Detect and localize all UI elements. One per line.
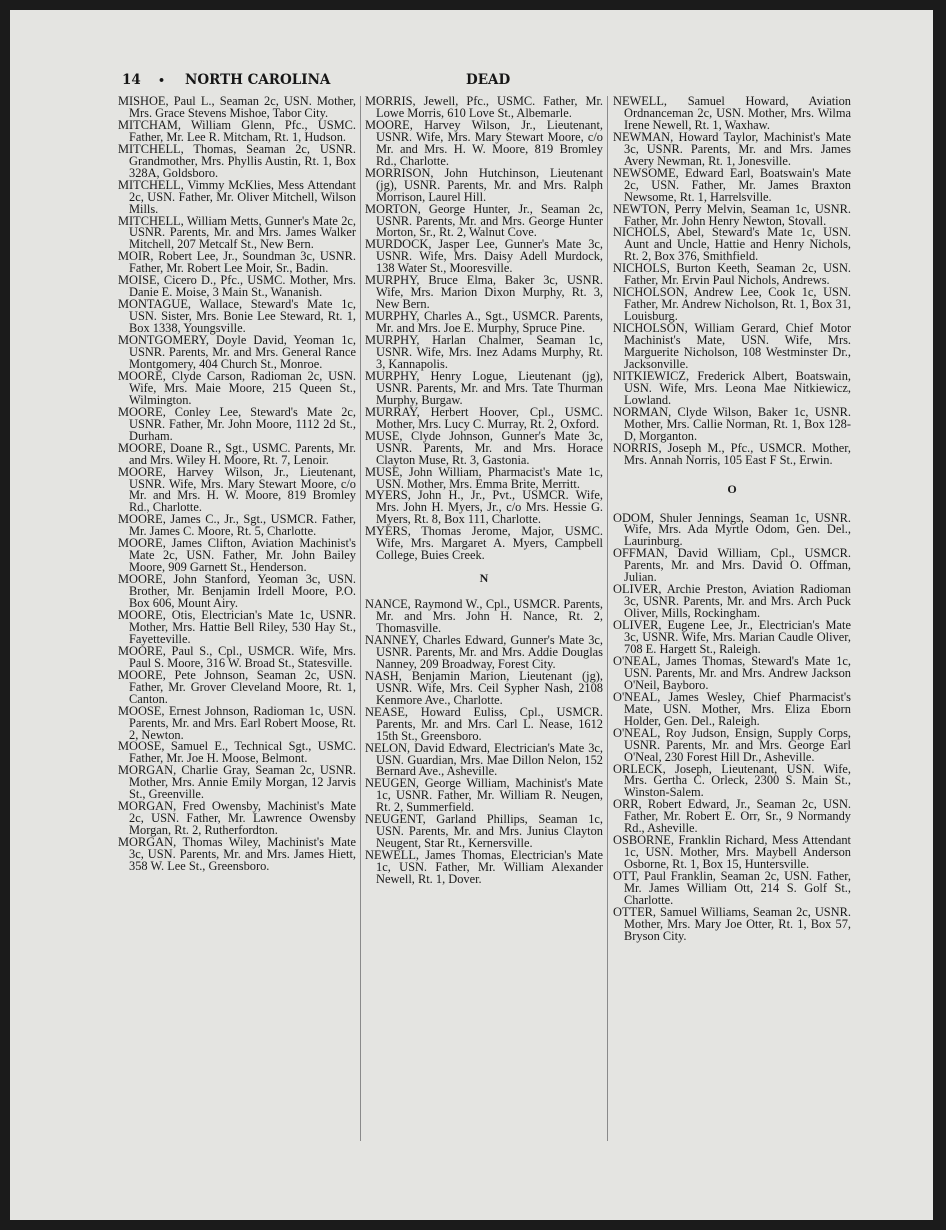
casualty-entry: OLIVER, Archie Preston, Aviation Radioman 3c, USNR. Parents, Mr. and Mrs. Arch Puck Oliver, Mills, Rockingham. <box>613 582 851 621</box>
casualty-entry: MONTGOMERY, Doyle David, Yeoman 1c, USNR. Parents, Mr. and Mrs. General Rance Montgomery, 404 Church St., Monroe. <box>118 333 356 371</box>
casualty-entry: NICHOLS, Abel, Steward's Mate 1c, USN. Aunt and Uncle, Hattie and Henry Nichols, Rt. 2, Box 376, Smithfield. <box>613 225 851 264</box>
casualty-entry: MOORE, Doane R., Sgt., USMC. Parents, Mr. and Mrs. Wiley H. Moore, Rt. 7, Lenoir. <box>118 440 356 467</box>
casualty-entry: MOISE, Cicero D., Pfc., USMC. Mother, Mrs. Danie E. Moise, 3 Main St., Wananish. <box>118 273 356 300</box>
casualty-entry: NEWELL, James Thomas, Electrician's Mate 1c, USN. Father, Mr. William Alexander Newell, Rt. 1, Dover. <box>365 848 603 887</box>
casualty-entry: MOORE, Clyde Carson, Radioman 2c, USN. Wife, Mrs. Maie Moore, 215 Queen St., Wilmington. <box>118 368 356 407</box>
casualty-entry: MONTAGUE, Wallace, Steward's Mate 1c, USN. Sister, Mrs. Bonie Lee Steward, Rt. 1, Box 1338, Youngsville. <box>118 297 356 336</box>
casualty-entry: ORLECK, Joseph, Lieutenant, USN. Wife, Mrs. Gertha C. Orleck, 2300 S. Main St., Winston-Salem. <box>613 761 851 800</box>
casualty-entry: NEUGENT, Garland Phillips, Seaman 1c, USN. Parents, Mr. and Mrs. Junius Clayton Neugent, Star Rt., Kernersville. <box>365 812 603 851</box>
casualty-entry: MITCHAM, William Glenn, Pfc., USMC. Father, Mr. Lee R. Mitcham, Rt. 1, Hudson. <box>118 117 356 144</box>
casualty-entry: ORR, Robert Edward, Jr., Seaman 2c, USN. Father, Mr. Robert E. Orr, Sr., 9 Normandy Rd., Asheville. <box>613 797 851 836</box>
casualty-entry: MOORE, Otis, Electrician's Mate 1c, USNR. Mother, Mrs. Hattie Bell Riley, 530 Hay St., Fayetteville. <box>118 607 356 646</box>
casualty-entry: NORMAN, Clyde Wilson, Baker 1c, USNR. Mother, Mrs. Callie Norman, Rt. 1, Box 128-D, Morganton. <box>613 404 851 443</box>
casualty-entry: MORGAN, Fred Owensby, Machinist's Mate 2c, USN. Father, Mr. Lawrence Owensby Morgan, Rt. 2, Rutherfordton. <box>118 799 356 838</box>
casualty-entry: MOIR, Robert Lee, Jr., Soundman 3c, USNR. Father, Mr. Robert Lee Moir, Sr., Badin. <box>118 249 356 276</box>
casualty-entry: MOORE, John Stanford, Yeoman 3c, USN. Brother, Mr. Benjamin Irdell Moore, P.O. Box 606, Mount Airy. <box>118 572 356 611</box>
casualty-entry: MUSE, Clyde Johnson, Gunner's Mate 3c, USNR. Parents, Mr. and Mrs. Horace Clayton Muse, Rt. 3, Gastonia. <box>365 428 603 467</box>
casualty-entry: MOORE, James Clifton, Aviation Machinist's Mate 2c, USN. Father, Mr. John Bailey Moore, 909 Garnett St., Henderson. <box>118 536 356 575</box>
casualty-entry: NEASE, Howard Euliss, Cpl., USMCR. Parents, Mr. and Mrs. Carl L. Nease, 1612 15th St., Greensboro. <box>365 704 603 743</box>
casualty-entry: MYERS, John H., Jr., Pvt., USMCR. Wife, Mrs. John H. Myers, Jr., c/o Mrs. Hessie G. Myers, Rt. 8, Box 111, Charlotte. <box>365 488 603 527</box>
casualty-entry: O'NEAL, Roy Judson, Ensign, Supply Corps, USNR. Parents, Mr. and Mrs. George Earl O'Neal, 230 Forest Hill Dr., Asheville. <box>613 725 851 764</box>
column-divider <box>360 96 361 1141</box>
casualty-entry: MITCHELL, Thomas, Seaman 2c, USNR. Grandmother, Mrs. Phyllis Austin, Rt. 1, Box 328A, Goldsboro. <box>118 141 356 180</box>
casualty-entry: MOORE, Conley Lee, Steward's Mate 2c, USNR. Father, Mr. John Moore, 1112 2d St., Durham. <box>118 404 356 443</box>
casualty-entry: NEUGEN, George William, Machinist's Mate 1c, USNR. Father, Mr. William R. Neugen, Rt. 2, Summerfield. <box>365 776 603 815</box>
header-section: DEAD <box>466 72 511 88</box>
casualty-entry: NELON, David Edward, Electrician's Mate 3c, USN. Guardian, Mrs. Mae Dillon Nelon, 152 Bernard Ave., Asheville. <box>365 740 603 779</box>
header-state: NORTH CAROLINA <box>185 72 331 88</box>
section-letter-n: N <box>479 571 489 586</box>
casualty-entry: ODOM, Shuler Jennings, Seaman 1c, USNR. Wife, Mrs. Ada Myrtle Odom, Gen. Del., Laurinburg. <box>613 510 851 549</box>
casualty-entry: OLIVER, Eugene Lee, Jr., Electrician's Mate 3c, USNR. Wife, Mrs. Marian Caudle Oliver, 708 E. Hargett St., Raleigh. <box>613 618 851 656</box>
page-number: 14 <box>122 72 141 88</box>
column-3 <box>613 96 851 943</box>
casualty-entry: MORRIS, Jewell, Pfc., USMC. Father, Mr. Lowe Morris, 610 Love St., Albemarle. <box>365 94 603 120</box>
casualty-entry: MURPHY, Charles A., Sgt., USMCR. Parents, Mr. and Mrs. Joe E. Murphy, Spruce Pine. <box>365 309 603 336</box>
section-letter-o: O <box>727 481 737 496</box>
casualty-entry: NEWTON, Perry Melvin, Seaman 1c, USNR. Father, Mr. John Henry Newton, Stovall. <box>613 201 851 228</box>
casualty-entry: MOORE, Pete Johnson, Seaman 2c, USN. Father, Mr. Grover Cleveland Moore, Rt. 1, Canton. <box>118 667 356 706</box>
casualty-entry: MORRISON, John Hutchinson, Lieutenant (jg), USNR. Parents, Mr. and Mrs. Ralph Morrison, Laurel Hill. <box>365 165 603 204</box>
casualty-entry: NEWMAN, Howard Taylor, Machinist's Mate 3c, USNR. Parents, Mr. and Mrs. James Avery Newman, Rt. 1, Jonesville. <box>613 129 851 168</box>
column-1 <box>118 96 356 873</box>
casualty-entry: OTTER, Samuel Williams, Seaman 2c, USNR. Mother, Mrs. Mary Joe Otter, Rt. 1, Box 57, Bryson City. <box>613 904 851 943</box>
casualty-entry: MISHOE, Paul L., Seaman 2c, USN. Mother, Mrs. Grace Stevens Mishoe, Tabor City. <box>118 94 356 120</box>
casualty-entry: MURDOCK, Jasper Lee, Gunner's Mate 3c, USNR. Wife, Mrs. Daisy Adell Murdock, 138 Water St., Mooresville. <box>365 237 603 276</box>
casualty-entry: NEWSOME, Edward Earl, Boatswain's Mate 2c, USN. Father, Mr. James Braxton Newsome, Rt. 1, Harrelsville. <box>613 165 851 204</box>
casualty-entry: MORTON, George Hunter, Jr., Seaman 2c, USNR. Parents, Mr. and Mrs. George Hunter Morton, Sr., Rt. 2, Walnut Cove. <box>365 201 603 240</box>
header-bullet: • <box>158 74 166 87</box>
casualty-entry: MURPHY, Harlan Chalmer, Seaman 1c, USNR. Wife, Mrs. Inez Adams Murphy, Rt. 3, Kannapolis. <box>365 333 603 371</box>
casualty-entry: MITCHELL, William Metts, Gunner's Mate 2c, USNR. Parents, Mr. and Mrs. James Walker Mitchell, 207 Metcalf St., New Bern. <box>118 213 356 252</box>
casualty-entry: MYERS, Thomas Jerome, Major, USMC. Wife, Mrs. Margaret A. Myers, Campbell College, Buies Creek. <box>365 524 603 563</box>
casualty-entry: MOORE, Harvey Wilson, Jr., Lieutenant, USNR. Wife, Mrs. Mary Stewart Moore, c/o Mr. and Mrs. H. W. Moore, 819 Bromley Rd., Charlotte. <box>118 464 356 515</box>
casualty-entry: MORGAN, Thomas Wiley, Machinist's Mate 3c, USN. Parents, Mr. and Mrs. James Hiett, 358 W. Lee St., Greensboro. <box>118 835 356 873</box>
casualty-entry: MOORE, James C., Jr., Sgt., USMCR. Father, Mr. James C. Moore, Rt. 5, Charlotte. <box>118 512 356 539</box>
casualty-entry: NICHOLSON, Andrew Lee, Cook 1c, USN. Father, Mr. Andrew Nicholson, Rt. 1, Box 31, Louisburg. <box>613 285 851 324</box>
casualty-entry: NASH, Benjamin Marion, Lieutenant (jg), USNR. Wife, Mrs. Ceil Sypher Nash, 2108 Kenmore Ave., Charlotte. <box>365 668 603 707</box>
casualty-entry: OSBORNE, Franklin Richard, Mess Attendant 1c, USN. Mother, Mrs. Maybell Anderson Osborne, Rt. 1, Box 15, Huntersville. <box>613 833 851 872</box>
casualty-entry: MOOSE, Ernest Johnson, Radioman 1c, USN. Parents, Mr. and Mrs. Earl Robert Moose, Rt. 2, Newton. <box>118 703 356 742</box>
casualty-entry: O'NEAL, James Wesley, Chief Pharmacist's Mate, USN. Mother, Mrs. Eliza Eborn Holder, Gen. Del., Raleigh. <box>613 689 851 728</box>
casualty-entry: O'NEAL, James Thomas, Steward's Mate 1c, USN. Parents, Mr. and Mrs. Andrew Jackson O'Neil, Bayboro. <box>613 653 851 692</box>
casualty-entry: NEWELL, Samuel Howard, Aviation Ordnanceman 2c, USN. Mother, Mrs. Wilma Irene Newell, Rt. 1, Waxhaw. <box>613 94 851 132</box>
casualty-entry: MURPHY, Henry Logue, Lieutenant (jg), USNR. Parents, Mr. and Mrs. Tate Thurman Murphy, Burgaw. <box>365 368 603 407</box>
casualty-entry: OTT, Paul Franklin, Seaman 2c, USN. Father, Mr. James William Ott, 214 S. Golf St., Charlotte. <box>613 869 851 907</box>
casualty-entry: NICHOLS, Burton Keeth, Seaman 2c, USN. Father, Mr. Ervin Paul Nichols, Andrews. <box>613 261 851 288</box>
casualty-entry: MOORE, Paul S., Cpl., USMCR. Wife, Mrs. Paul S. Moore, 316 W. Broad St., Statesville. <box>118 643 356 670</box>
casualty-entry: NORRIS, Joseph M., Pfc., USMCR. Mother, Mrs. Annah Norris, 105 East F St., Erwin. <box>613 440 851 467</box>
casualty-entry: NITKIEWICZ, Frederick Albert, Boatswain, USN. Wife, Mrs. Leona Mae Nitkiewicz, Lowland. <box>613 368 851 407</box>
casualty-entry: MURPHY, Bruce Elma, Baker 3c, USNR. Wife, Mrs. Marion Dixon Murphy, Rt. 3, New Bern. <box>365 273 603 312</box>
casualty-entry: MOORE, Harvey Wilson, Jr., Lieutenant, USNR. Wife, Mrs. Mary Stewart Moore, c/o Mr. and Mrs. H. W. Moore, 819 Bromley Rd., Charlotte. <box>365 117 603 168</box>
column-2 <box>365 96 603 886</box>
casualty-entry: MOOSE, Samuel E., Technical Sgt., USMC. Father, Mr. Joe H. Moose, Belmont. <box>118 739 356 766</box>
column-divider <box>607 96 608 1141</box>
casualty-entry: OFFMAN, David William, Cpl., USMCR. Parents, Mr. and Mrs. David O. Offman, Julian. <box>613 546 851 585</box>
casualty-entry: MITCHELL, Vimmy McKlies, Mess Attendant 2c, USN. Father, Mr. Oliver Mitchell, Wilson Mills. <box>118 177 356 216</box>
casualty-entry: NANCE, Raymond W., Cpl., USMCR. Parents, Mr. and Mrs. John H. Nance, Rt. 2, Thomasville. <box>365 597 603 636</box>
casualty-entry: MURRAY, Herbert Hoover, Cpl., USMC. Mother, Mrs. Lucy C. Murray, Rt. 2, Oxford. <box>365 404 603 431</box>
casualty-entry: NICHOLSON, William Gerard, Chief Motor Machinist's Mate, USN. Wife, Mrs. Marguerite Nicholson, 108 Westminster Dr., Jacksonville. <box>613 321 851 371</box>
casualty-entry: MORGAN, Charlie Gray, Seaman 2c, USNR. Mother, Mrs. Annie Emily Morgan, 12 Jarvis St., Greenville. <box>118 763 356 802</box>
casualty-entry: NANNEY, Charles Edward, Gunner's Mate 3c, USNR. Parents, Mr. and Mrs. Addie Douglas Nanney, 209 Broadway, Forest City. <box>365 632 603 671</box>
casualty-entry: MUSE, John William, Pharmacist's Mate 1c, USN. Mother, Mrs. Emma Brite, Merritt. <box>365 464 603 491</box>
